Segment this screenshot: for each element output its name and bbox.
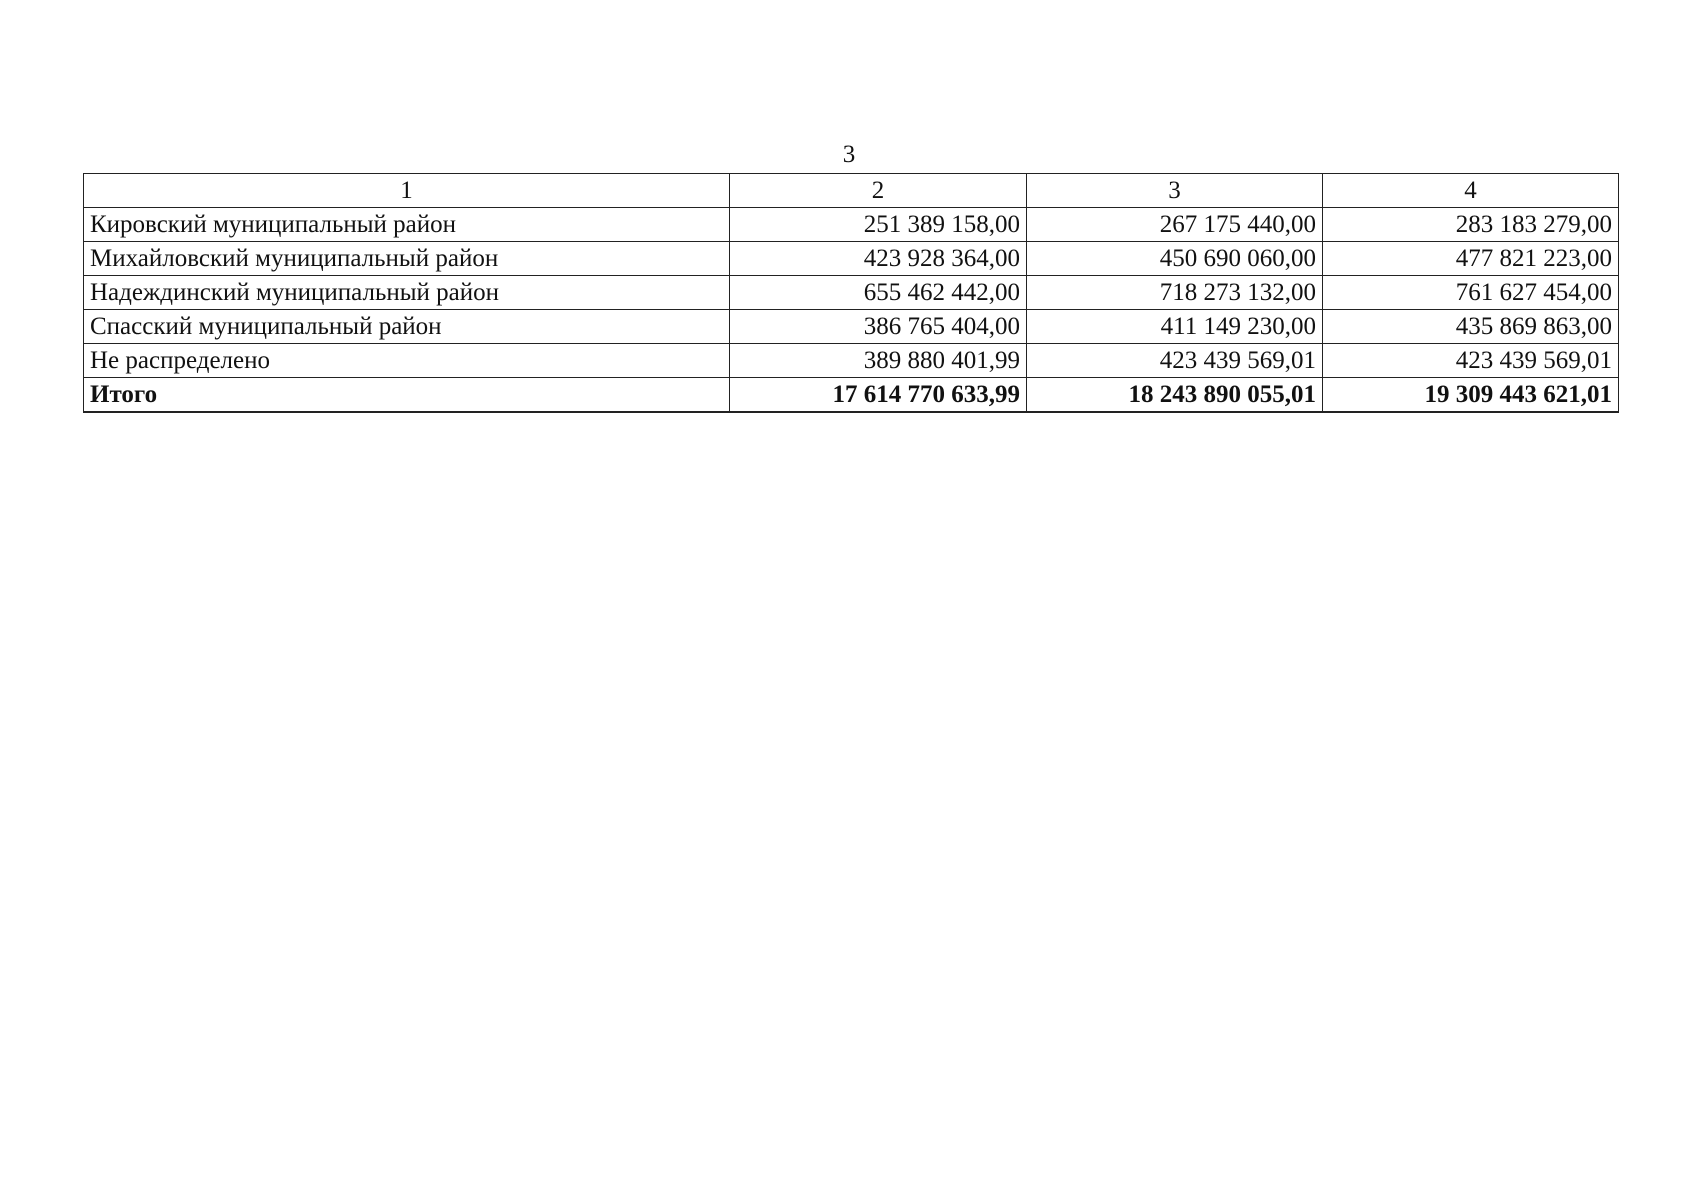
row-value-col3: 718 273 132,00 <box>1027 276 1323 310</box>
row-value-col3: 423 439 569,01 <box>1027 344 1323 378</box>
row-value-col4: 477 821 223,00 <box>1323 242 1619 276</box>
column-number-3: 3 <box>1027 174 1323 208</box>
table-row <box>84 276 1619 310</box>
row-value-col2: 389 880 401,99 <box>730 344 1027 378</box>
row-value-col2: 386 765 404,00 <box>730 310 1027 344</box>
table-header-row <box>84 174 1619 208</box>
column-number-4: 4 <box>1323 174 1619 208</box>
total-value-col2: 17 614 770 633,99 <box>730 378 1027 413</box>
row-value-col2: 251 389 158,00 <box>730 208 1027 242</box>
row-value-col2: 423 928 364,00 <box>730 242 1027 276</box>
row-value-col4: 423 439 569,01 <box>1323 344 1619 378</box>
table-total-row <box>84 378 1619 413</box>
row-value-col3: 267 175 440,00 <box>1027 208 1323 242</box>
row-name: Кировский муниципальный район <box>84 208 730 242</box>
row-value-col3: 450 690 060,00 <box>1027 242 1323 276</box>
row-name: Спасский муниципальный район <box>84 310 730 344</box>
table-row <box>84 242 1619 276</box>
budget-table <box>83 173 1619 413</box>
table-row <box>84 208 1619 242</box>
row-value-col4: 435 869 863,00 <box>1323 310 1619 344</box>
table-row <box>84 344 1619 378</box>
row-name: Надеждинский муниципальный район <box>84 276 730 310</box>
page-number: 3 <box>842 141 856 168</box>
row-value-col4: 761 627 454,00 <box>1323 276 1619 310</box>
column-number-1: 1 <box>84 174 730 208</box>
row-value-col2: 655 462 442,00 <box>730 276 1027 310</box>
row-value-col4: 283 183 279,00 <box>1323 208 1619 242</box>
row-name: Михайловский муниципальный район <box>84 242 730 276</box>
total-value-col4: 19 309 443 621,01 <box>1323 378 1619 413</box>
row-name: Не распределено <box>84 344 730 378</box>
row-value-col3: 411 149 230,00 <box>1027 310 1323 344</box>
table-row <box>84 310 1619 344</box>
total-label: Итого <box>84 378 730 413</box>
total-value-col3: 18 243 890 055,01 <box>1027 378 1323 413</box>
column-number-2: 2 <box>730 174 1027 208</box>
